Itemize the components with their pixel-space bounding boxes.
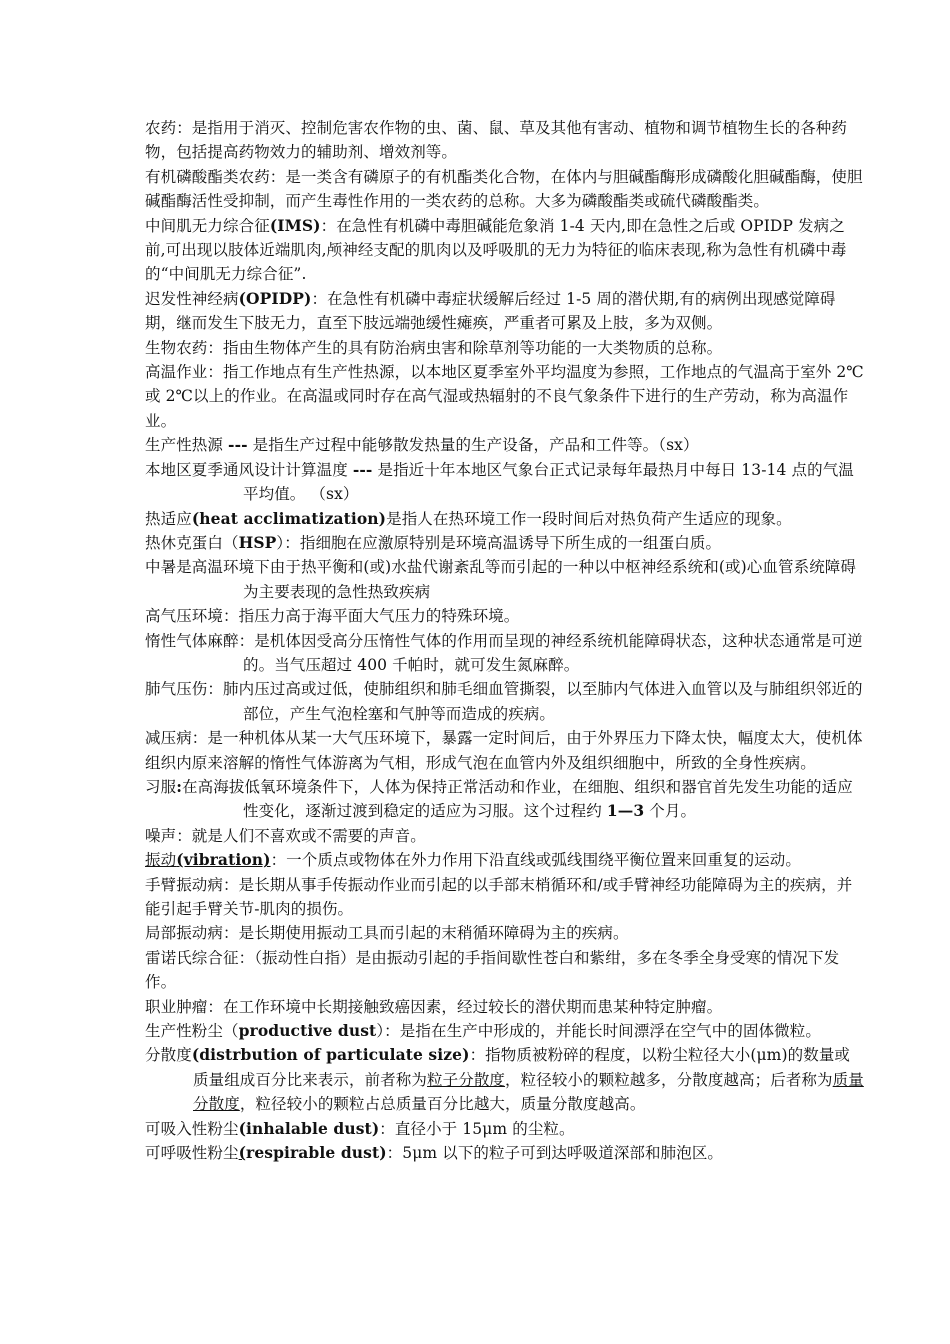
- entry-biopesticide: 生物农药：指由生物体产生的具有防治病虫害和除草剂等功能的一大类物质的总称。: [145, 338, 723, 357]
- entry-ventilation-temp: 本地区夏季通风设计计算温度 --- 是指近十年本地区气象台正式记录每年最热月中每日 13-14 点的气温平均值。 （sx）: [145, 459, 854, 504]
- entry-occupational-tumor: 职业肿瘤：在工作环境中长期接触致癌因素，经过较长的潜伏期而患某种特定肿瘤。: [145, 997, 723, 1016]
- entry-hsp: 热休克蛋白（HSP）：指细胞在应激原特别是环境高温诱导下所生成的一组蛋白质。: [145, 532, 722, 552]
- glossary-text: [145, 116, 865, 1165]
- entry-opidp: 迟发性神经病(OPIDP)：在急性有机磷中毒症状缓解后经过 1-5 周的潜伏期,有的病例出现感觉障碍期，继而发生下肢无力，直至下肢远端弛缓性瘫痪，严重者可累及上肢，多为双侧。: [145, 288, 836, 333]
- entry-respirable-dust: 可呼吸性粉尘(respirable dust)：5μm 以下的粒子可到达呼吸道深部和肺泡区。: [145, 1143, 724, 1163]
- entry-hyperbaric: 高气压环境：指压力高于海平面大气压力的特殊环境。: [145, 607, 520, 626]
- entry-productive-dust: 生产性粉尘（productive dust）：是指在生产中形成的，并能长时间漂浮在空气中的固体微粒。: [145, 1021, 821, 1041]
- entry-pesticide: 农药：是指用于消灭、控制危害农作物的虫、菌、鼠、草及其他有害动、植物和调节植物生长的各种药物，包括提高药物效力的辅助剂、增效剂等。: [145, 119, 848, 162]
- entry-inhalable-dust: 可吸入性粉尘(inhalable dust)：直径小于 15μm 的尘粒。: [145, 1118, 575, 1138]
- entry-hand-arm-vibration: 手臂振动病：是长期从事手传振动作业而引起的以手部末梢循环和/或手臂神经功能障碍为主的疾病，并能引起手臂关节-肌肉的损伤。: [145, 875, 853, 918]
- entry-heat-source: 生产性热源 --- 是指生产过程中能够散发热量的生产设备，产品和工件等。（sx）: [145, 435, 699, 455]
- entry-inert-gas-narcosis: 惰性气体麻醉：是机体因受高分压惰性气体的作用而呈现的神经系统机能障碍状态，这种状态通常是可逆的。当气压超过 400 千帕时，就可发生氮麻醉。: [145, 631, 863, 674]
- entry-ims: 中间肌无力综合征(IMS)：在急性有机磷中毒胆碱能危象消 1-4 天内,即在急性之后或 OPIDP 发病之前,可出现以肢体近端肌肉,颅神经支配的肌肉以及呼吸肌的无力为特征的临床表现,称为急性有机磷中毒的“中间肌无力综合征”.: [145, 215, 847, 284]
- entry-local-vibration: 局部振动病：是长期使用振动工具而引起的末稍循环障碍为主的疾病。: [145, 924, 629, 943]
- entry-organophosphate: 有机磷酸酯类农药：是一类含有磷原子的有机酯类化合物，在体内与胆碱酯酶形成磷酸化胆碱酯酶，使胆碱酯酶活性受抑制，而产生毒性作用的一类农药的总称。大多为磷酸酯类或硫代磷酸酯类。: [145, 167, 863, 211]
- entry-lung-barotrauma: 肺气压伤：肺内压过高或过低，使肺组织和肺毛细血管撕裂，以至肺内气体进入血管以及与肺组织邻近的部位，产生气泡栓塞和气肿等而造成的疾病。: [145, 680, 863, 723]
- entry-acclimatization: 习服:在高海拔低氧环境条件下，人体为保持正常活动和作业，在细胞、组织和器官首先发生功能的适应性变化，逐渐过渡到稳定的适应为习服。这个过程约 1—3 个月。: [145, 776, 853, 821]
- entry-high-temp-work: 高温作业：指工作地点有生产性热源，以本地区夏季室外平均温度为参照，工作地点的气温高于室外 2℃或 2℃以上的作业。在高温或同时存在高气湿或热辐射的不良气象条件下进行的生产劳动，称为高温作业。: [145, 363, 864, 430]
- entry-noise: 噪声：就是人们不喜欢或不需要的声音。: [145, 826, 426, 845]
- entry-heat-acclimatization: 热适应(heat acclimatization)是指人在热环境工作一段时间后对热负荷产生适应的现象。: [145, 508, 792, 528]
- entry-decompression: 减压病：是一种机体从某一大气压环境下，暴露一定时间后，由于外界压力下降太快，幅度太大，使机体组织内原来溶解的惰性气体游离为气相，形成气泡在血管内外及组织细胞中，所致的全身性疾病。: [145, 729, 863, 772]
- entry-dispersion: 分散度(distrbution of particulate size)：指物质被粉碎的程度，以粉尘粒径大小(μm)的数量或质量组成百分比来表示，前者称为粒子分散度，粒径较小的颗粒越多，分散度越高；后者称为质量分散度，粒径较小的颗粒占总质量百分比越大，质量分散度越高。: [145, 1045, 864, 1114]
- entry-heat-stroke: 中暑是高温环境下由于热平衡和(或)水盐代谢紊乱等而引起的一种以中枢神经系统和(或)心血管系统障碍为主要表现的急性热致疾病: [145, 558, 856, 601]
- entry-vibration: 振动(vibration)：一个质点或物体在外力作用下沿直线或弧线围绕平衡位置来回重复的运动。: [145, 850, 801, 870]
- entry-raynaud: 雷诺氏综合征：（振动性白指）是由振动引起的手指间歇性苍白和紫绀，多在冬季全身受寒的情况下发作。: [145, 948, 840, 992]
